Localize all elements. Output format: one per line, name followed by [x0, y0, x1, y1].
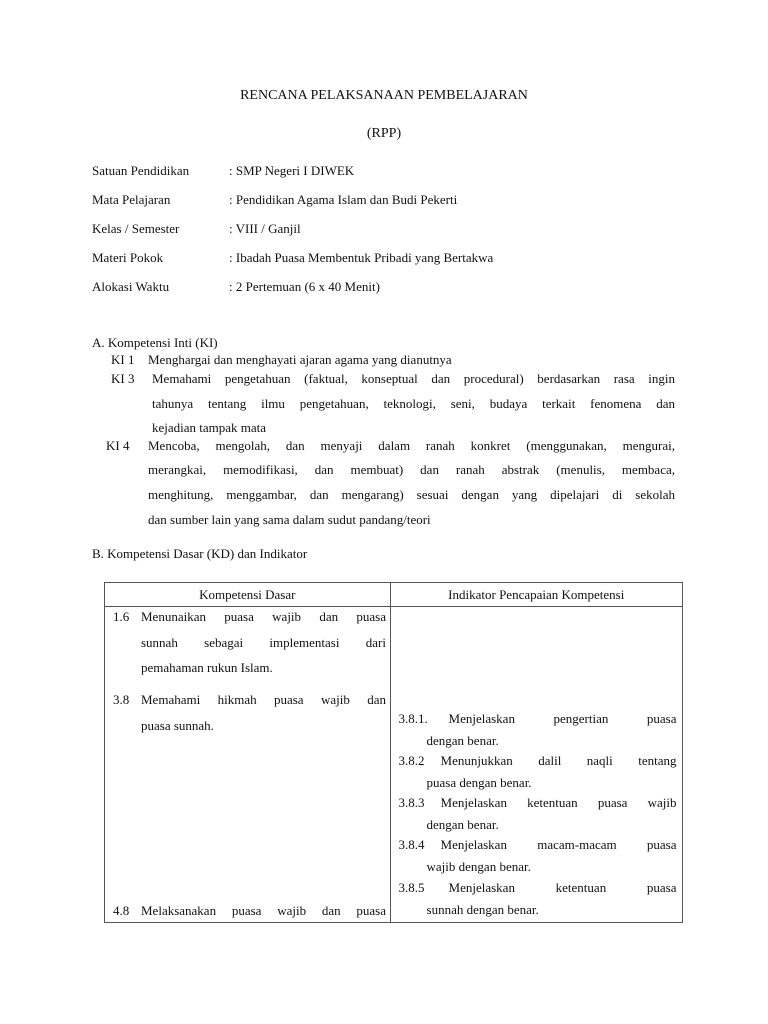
ki1-code: KI 1 — [111, 352, 135, 367]
ind-2-line-2: puasa dengan benar. — [426, 775, 532, 790]
ind-num-5: 3.8.5 — [398, 880, 425, 895]
ind-5-line-2: sunnah dengan benar. — [426, 902, 539, 917]
kd-2-line-2: puasa sunnah. — [141, 718, 214, 733]
identity-value-alokasi: : 2 Pertemuan (6 x 40 Menit) — [229, 279, 380, 294]
ind-2-line-1: Menunjukkan dalil naqli tentang — [440, 753, 677, 768]
document-title: RENCANA PELAKSANAAN PEMBELAJARAN — [240, 88, 528, 103]
ki3-line-2: tahunya tentang ilmu pengetahuan, teknologi, seni, budaya terkait fenomena dan — [152, 396, 675, 411]
ind-4-line-1: Menjelaskan macam-macam puasa — [440, 837, 677, 852]
kd-3-line-1: Melaksanakan puasa wajib dan puasa — [141, 903, 386, 918]
ki3-code: KI 3 — [111, 371, 135, 386]
ind-3-line-1: Menjelaskan ketentuan puasa wajib — [440, 795, 677, 810]
identity-label-materi: Materi Pokok — [92, 250, 164, 265]
identity-value-kelas: : VIII / Ganjil — [229, 221, 301, 236]
ind-num-1: 3.8.1. — [398, 711, 428, 726]
column-header-indicator: Indikator Pencapaian Kompetensi — [390, 583, 682, 607]
ki1-text: Menghargai dan menghayati ajaran agama yang dianutnya — [148, 352, 452, 367]
ki3-line-1: Memahami pengetahuan (faktual, konseptual dan procedural) berdasarkan rasa ingin — [152, 371, 675, 386]
kd-1-line-1: Menunaikan puasa wajib dan puasa — [141, 609, 386, 624]
ki3-line-3: kejadian tampak mata — [152, 420, 267, 435]
ind-num-3: 3.8.3 — [398, 795, 425, 810]
kd-num-3: 4.8 — [113, 903, 130, 918]
kd-num-2: 3.8 — [113, 692, 130, 707]
table-header-row — [105, 583, 683, 607]
identity-value-satuan: : SMP Negeri I DIWEK — [229, 163, 355, 178]
identity-label-alokasi: Alokasi Waktu — [92, 279, 170, 294]
ind-num-2: 3.8.2 — [398, 753, 425, 768]
kd-2-line-1: Memahami hikmah puasa wajib dan — [141, 692, 386, 707]
ki4-code: KI 4 — [106, 438, 130, 453]
document-subtitle: (RPP) — [366, 126, 402, 141]
identity-label-satuan: Satuan Pendidikan — [92, 163, 190, 178]
ki4-line-3: menghitung, menggambar, dan mengarang) sesuai dengan yang dipelajari di sekolah — [148, 487, 675, 502]
ind-1-line-2: dengan benar. — [426, 733, 499, 748]
kd-indicator-table — [104, 582, 683, 923]
ki4-line-4: dan sumber lain yang sama dalam sudut pandang/teori — [148, 512, 431, 527]
identity-label-kelas: Kelas / Semester — [92, 221, 180, 236]
kd-cell — [105, 607, 391, 923]
section-b-heading: B. Kompetensi Dasar (KD) dan Indikator — [92, 546, 308, 561]
ind-5-line-1: Menjelaskan ketentuan puasa — [448, 880, 677, 895]
ind-num-4: 3.8.4 — [398, 837, 425, 852]
ki4-line-1: Mencoba, mengolah, dan menyaji dalam ranah konkret (menggunakan, mengurai, — [148, 438, 675, 453]
indicator-cell — [390, 607, 682, 923]
identity-value-materi: : Ibadah Puasa Membentuk Pribadi yang Bertakwa — [229, 250, 494, 265]
identity-value-mapel: : Pendidikan Agama Islam dan Budi Pekerti — [229, 192, 458, 207]
kd-num-1: 1.6 — [113, 609, 130, 624]
ki4-line-2: merangkai, memodifikasi, dan membuat) dan ranah abstrak (menulis, membaca, — [148, 462, 675, 477]
ind-1-line-1: Menjelaskan pengertian puasa — [448, 711, 677, 726]
identity-label-mapel: Mata Pelajaran — [92, 192, 171, 207]
kd-1-line-3: pemahaman rukun Islam. — [141, 660, 273, 675]
section-a-heading: A. Kompetensi Inti (KI) — [92, 335, 218, 350]
ind-3-line-2: dengan benar. — [426, 817, 499, 832]
table-row — [105, 607, 683, 923]
ind-4-line-2: wajib dengan benar. — [426, 859, 531, 874]
kd-1-line-2: sunnah sebagai implementasi dari — [141, 635, 386, 650]
column-header-kd: Kompetensi Dasar — [105, 583, 391, 607]
